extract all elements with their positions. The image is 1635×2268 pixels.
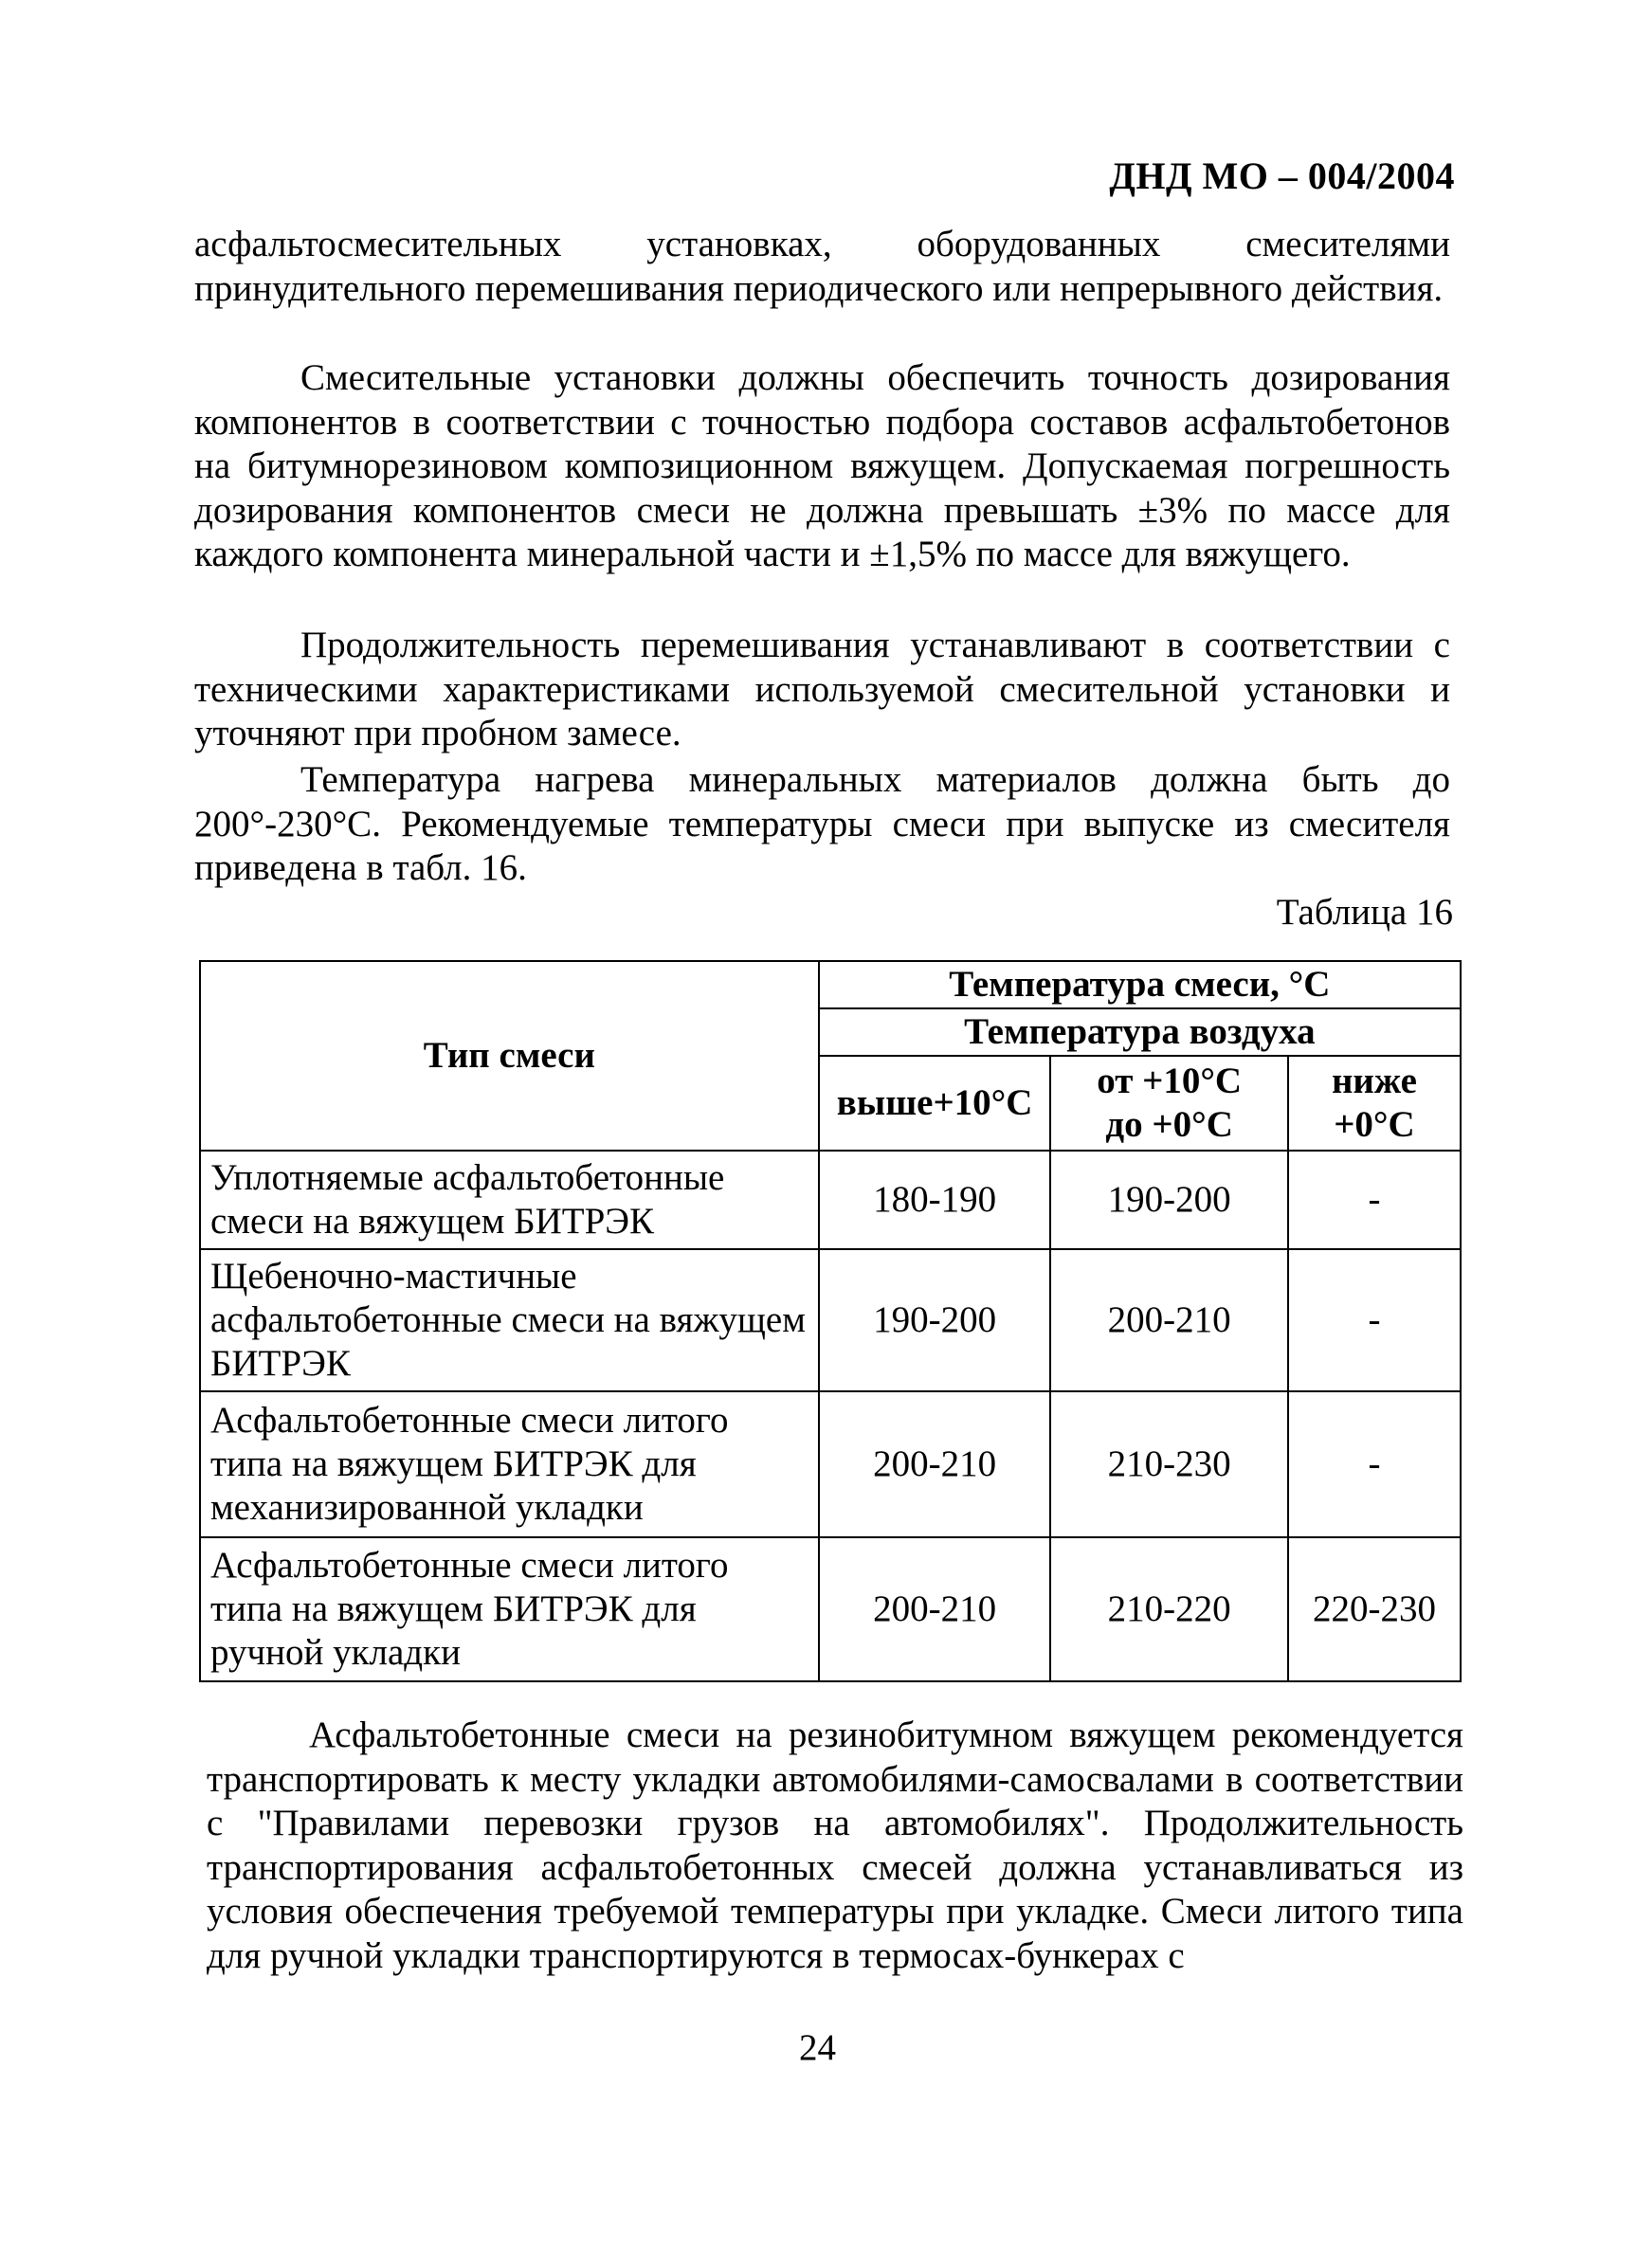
paragraph-1-text: асфальтосмесительных установках, оборудованных смесителями принудительного перемешивания периодического или непрерывного действия. [194, 224, 1450, 309]
header-air-temperature: Температура воздуха [819, 1008, 1461, 1056]
row-2-val-3: - [1288, 1249, 1461, 1391]
header-mix-temperature: Температура смеси, °С [819, 961, 1461, 1008]
header-col-3-line1: ниже [1331, 1061, 1417, 1101]
paragraph-2 [194, 356, 1450, 577]
row-4-val-2: 210-220 [1050, 1537, 1288, 1681]
header-col-below-0 [1288, 1056, 1461, 1151]
paragraph-5-text: Асфальтобетонные смеси на резинобитумном вяжущем рекомендуется транспортировать к месту укладки автомобилями-самосвалами в соответствии с "Правилами перевозки грузов на автомобилях". Продолжительность транспортирования асфальтобетонных смесей должна устанавливаться из условия обеспечения требуемой температуры при укладке. Смеси литого типа для ручной укладки транспортируются в термосах-бункерах с [207, 1715, 1463, 1976]
row-4-val-3: 220-230 [1288, 1537, 1461, 1681]
paragraph-5 [207, 1714, 1463, 1978]
row-1-val-3: - [1288, 1151, 1461, 1249]
header-col-2-line1: от +10°С [1097, 1061, 1243, 1101]
paragraph-3-text: Продолжительность перемешивания устанавливают в соответствии с техническими характеристиками используемой смесительной установки и уточняют при пробном замесе. [194, 625, 1450, 753]
document-code-header: ДНД МО – 004/2004 [1109, 154, 1455, 197]
header-col-1-line1: выше+10°С [836, 1082, 1033, 1123]
row-1-val-2: 190-200 [1050, 1151, 1288, 1249]
table-row [200, 1249, 1461, 1391]
row-4-type: Асфальтобетонные смеси литого типа на вяжущем БИТРЭК для ручной укладки [200, 1537, 819, 1681]
row-3-val-1: 200-210 [819, 1391, 1051, 1537]
page-number: 24 [799, 2027, 836, 2068]
row-1-type: Уплотняемые асфальтобетонные смеси на вяжущем БИТРЭК [200, 1151, 819, 1249]
paragraph-4-text: Температура нагрева минеральных материалов должна быть до 200°-230°С. Рекомендуемые температуры смеси при выпуске из смесителя приведена в табл. 16. [194, 759, 1450, 888]
header-col-10-to-0 [1050, 1056, 1288, 1151]
header-col-above-10 [819, 1056, 1051, 1151]
paragraph-3 [194, 624, 1450, 756]
table-caption: Таблица 16 [1276, 892, 1453, 933]
row-3-val-2: 210-230 [1050, 1391, 1288, 1537]
row-2-val-2: 200-210 [1050, 1249, 1288, 1391]
header-col-2-line2: до +0°С [1105, 1104, 1233, 1145]
row-2-type: Щебеночно-мастичные асфальтобетонные смеси на вяжущем БИТРЭК [200, 1249, 819, 1391]
row-1-val-1: 180-190 [819, 1151, 1051, 1249]
row-4-val-1: 200-210 [819, 1537, 1051, 1681]
row-2-val-1: 190-200 [819, 1249, 1051, 1391]
table-row [200, 1151, 1461, 1249]
table-row [200, 1537, 1461, 1681]
header-col-3-line2: +0°С [1334, 1104, 1415, 1145]
table-row [200, 1391, 1461, 1537]
row-3-type: Асфальтобетонные смеси литого типа на вяжущем БИТРЭК для механизированной укладки [200, 1391, 819, 1537]
row-3-val-3: - [1288, 1391, 1461, 1537]
paragraph-1 [194, 223, 1450, 311]
paragraph-4 [194, 758, 1450, 891]
paragraph-2-text: Смесительные установки должны обеспечить точность дозирования компонентов в соответствии с точностью подбора составов асфальтобетонов на битумнорезиновом композиционном вяжущем. Допускаемая погрешность дозирования компонентов смеси не должна превышать ±3% по массе для каждого компонента минеральной части и ±1,5% по массе для вяжущего. [194, 357, 1450, 574]
header-mix-type: Тип смеси [200, 961, 819, 1151]
temperature-table [199, 960, 1462, 1682]
